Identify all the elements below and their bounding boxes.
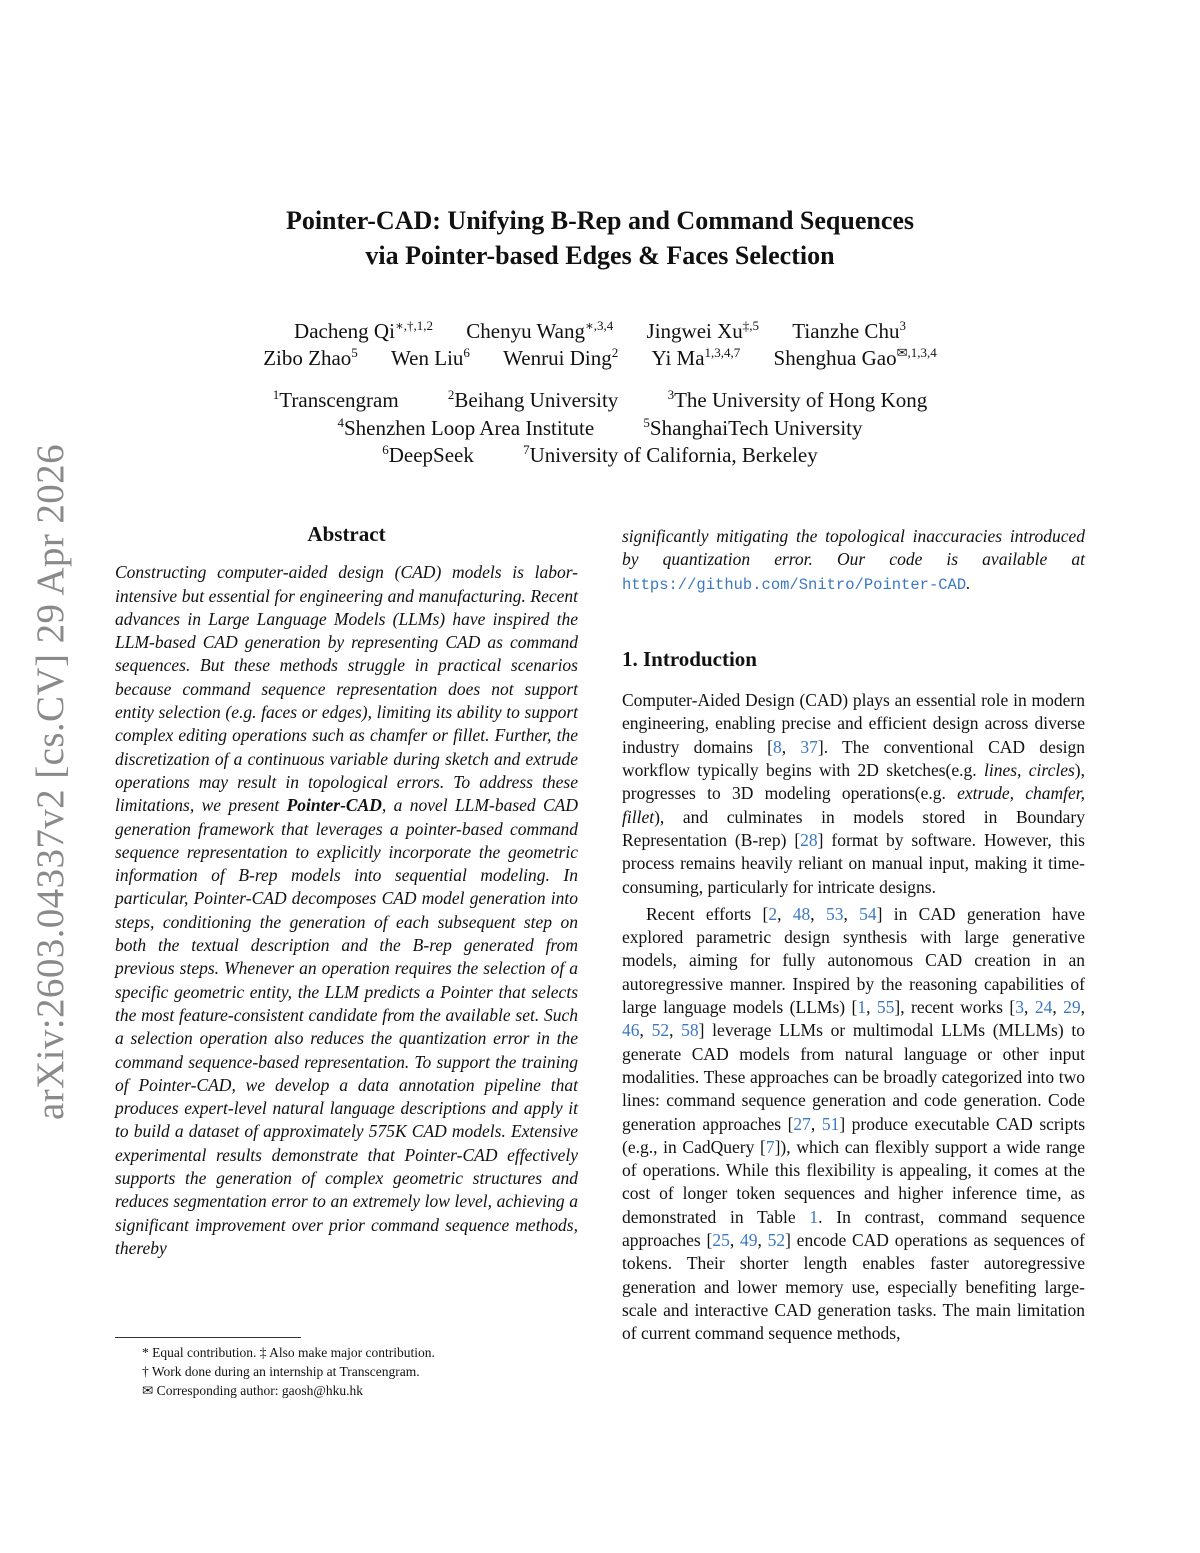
- italic-text: lines, circles: [984, 760, 1075, 781]
- affiliation-number: 6: [382, 442, 389, 457]
- author-name: Yi Ma: [651, 346, 705, 370]
- paragraph-text: ,: [843, 903, 860, 924]
- citation-link[interactable]: 1: [857, 997, 867, 1018]
- citation-link[interactable]: 27: [793, 1113, 811, 1134]
- affiliation-name: University of California, Berkeley: [529, 443, 818, 467]
- footnote: † Work done during an internship at Transcengram.: [142, 1364, 420, 1379]
- right-column: [622, 525, 1085, 1346]
- left-column: [115, 523, 578, 1260]
- author-row: [160, 318, 1040, 345]
- citation-link[interactable]: 46: [622, 1020, 640, 1041]
- citation-link[interactable]: 53: [825, 903, 844, 924]
- footnote-divider: [115, 1337, 301, 1338]
- author-name: Wen Liu: [391, 346, 464, 370]
- citation-link[interactable]: 2: [768, 903, 778, 924]
- citation-link[interactable]: 54: [859, 903, 877, 924]
- author: [647, 319, 760, 343]
- paper-title: [160, 203, 1040, 273]
- citation-link[interactable]: 49: [739, 1230, 758, 1251]
- author-name: Shenghua Gao: [773, 346, 897, 370]
- code-link[interactable]: https://github.com/Snitro/Pointer-CAD: [622, 575, 967, 594]
- title-line: via Pointer-based Edges & Faces Selection: [365, 241, 835, 270]
- abstract-heading: Abstract: [307, 522, 386, 546]
- paragraph-text: ), progresses to 3D modeling operations(e.g.: [622, 760, 1085, 804]
- paragraph-text: ] in CAD generation have explored parametric design synthesis with large generative models, aiming for fully autonomous CAD creation in an autoregressive manner. Inspired by the reasoning capabilities of large language models (LLMs) [: [622, 903, 1086, 1018]
- introduction-paragraph-2: [622, 903, 1085, 1346]
- citation-link[interactable]: 28: [800, 829, 818, 850]
- citation-link[interactable]: 55: [876, 997, 895, 1018]
- affiliation-number: 3: [667, 387, 675, 402]
- affiliation: [668, 388, 928, 412]
- arxiv-identifier-stamp: arXiv:2603.04337v2 [cs.CV] 29 Apr 2026: [29, 444, 72, 1120]
- affiliation-number: 1: [272, 387, 280, 402]
- paragraph-text: ] leverage LLMs or multimodal LLMs (MLLMs) to generate CAD models from natural language or other input modalities. These approaches can be broadly categorized into two lines: command sequence generation and code generation. Code generation approaches [: [622, 1020, 1085, 1134]
- italic-text: extrude, chamfer, fillet: [622, 783, 1085, 827]
- author: [294, 319, 433, 343]
- paragraph-text: ,: [1080, 997, 1086, 1018]
- affiliation-name: Shenzhen Loop Area Institute: [343, 415, 595, 440]
- affiliation-list: [160, 387, 1040, 470]
- affiliation-number: 4: [337, 414, 344, 430]
- citation-link[interactable]: 48: [792, 903, 811, 924]
- author-marks: 6: [463, 345, 470, 360]
- abstract-text-part: significantly mitigating the topological inaccuracies introduced by quantization error. Our code is available at: [622, 526, 1085, 570]
- citation-link[interactable]: 29: [1063, 997, 1081, 1018]
- affiliation-name: Beihang University: [454, 388, 619, 412]
- paragraph-text: ] encode CAD operations as sequences of tokens. Their shorter length enables faster autoregressive generation and lower memory use, especially benefiting large-scale and interactive CAD generation tasks. The main limitation of current command sequence methods,: [622, 1230, 1085, 1344]
- affiliation-name: DeepSeek: [388, 443, 474, 467]
- author: [503, 346, 618, 370]
- citation-link[interactable]: 7: [765, 1136, 775, 1157]
- author: [792, 319, 906, 343]
- citation-link[interactable]: 25: [712, 1230, 730, 1251]
- paragraph-text: ,: [669, 1020, 682, 1041]
- paragraph-text: ,: [777, 903, 793, 924]
- author-marks: ∗,3,4: [584, 318, 614, 333]
- citation-link[interactable]: 37: [800, 736, 818, 757]
- citation-link[interactable]: 52: [767, 1230, 786, 1251]
- affiliation: [523, 443, 818, 467]
- author-marks: ✉,1,3,4: [896, 345, 937, 360]
- abstract-text-part: .: [966, 572, 971, 593]
- paragraph-text: [: [767, 736, 773, 757]
- footnote: * Equal contribution. ‡ Also make major contribution.: [142, 1345, 435, 1360]
- author-marks: 5: [351, 345, 358, 360]
- affiliation: [448, 388, 618, 412]
- paragraph-text: ,: [639, 1020, 652, 1041]
- paragraph-text: ,: [810, 903, 826, 924]
- paragraph-text: ] produce executable CAD scripts (e.g., in CadQuery [: [622, 1113, 1086, 1157]
- author-name: Dacheng Qi: [294, 319, 395, 343]
- affiliation-number: 2: [447, 387, 455, 402]
- method-name: Pointer-CAD: [286, 795, 382, 816]
- author-marks: ‡,5: [742, 318, 760, 333]
- citation-link[interactable]: 1: [809, 1206, 819, 1227]
- author: [466, 319, 613, 343]
- paragraph-text: ,: [1024, 997, 1035, 1018]
- affiliation-row: [160, 415, 1040, 443]
- author: [391, 346, 470, 370]
- author-marks: 1,3,4,7: [704, 345, 741, 360]
- paragraph-text: ] format by software. However, this process remains heavily reliant on manual input, making it time-consuming, particularly for intricate designs.: [622, 829, 1085, 897]
- footnote: ✉ Corresponding author: gaosh@hku.hk: [142, 1383, 363, 1398]
- paragraph-text: ,: [729, 1230, 740, 1251]
- citation-link[interactable]: 58: [681, 1020, 699, 1041]
- author: [651, 346, 740, 370]
- author-list: [160, 318, 1040, 372]
- author: [263, 346, 358, 370]
- paragraph-text: . In contrast, command sequence approaches [: [622, 1206, 1085, 1251]
- author-marks: 2: [611, 345, 619, 360]
- affiliation-name: Transcengram: [279, 388, 399, 412]
- paragraph-text: Recent efforts [: [646, 903, 769, 924]
- author-row: [160, 345, 1040, 372]
- paragraph-text: ], recent works [: [894, 997, 1016, 1018]
- author-marks: 3: [899, 318, 906, 333]
- affiliation-name: ShanghaiTech University: [649, 415, 863, 440]
- paragraph-text: ), and culminates in models stored in Boundary Representation (B-rep) [: [622, 806, 1085, 850]
- affiliation-name: The University of Hong Kong: [674, 388, 928, 412]
- author-name: Wenrui Ding: [503, 346, 612, 370]
- citation-link[interactable]: 51: [821, 1113, 840, 1134]
- paragraph-text: ,: [866, 997, 877, 1018]
- affiliation-number: 5: [643, 414, 650, 430]
- affiliation-row: [160, 442, 1040, 470]
- paragraph-text: ]), which can flexibly support a wide range of operations. While this flexibility is appealing, it comes at the cost of longer token sequences and higher inference time, as demonstrated in Table: [622, 1136, 1085, 1227]
- paragraph-text: ,: [1052, 997, 1064, 1018]
- paragraph-text: ,: [810, 1113, 822, 1134]
- paragraph-text: ,: [781, 736, 801, 757]
- citation-link[interactable]: 3: [1015, 997, 1025, 1018]
- abstract-continuation: [622, 525, 1085, 597]
- affiliation: [382, 443, 474, 467]
- paragraph-text: ]. The conventional CAD design workflow typically begins with 2D sketches(e.g.: [622, 736, 1085, 781]
- introduction-paragraph-1: [622, 689, 1085, 899]
- author-name: Chenyu Wang: [466, 319, 585, 343]
- affiliation: [273, 388, 399, 412]
- affiliation-row: [160, 387, 1040, 415]
- affiliation: [337, 416, 594, 440]
- author-name: Tianzhe Chu: [792, 319, 900, 343]
- abstract-text-part: Constructing computer-aided design (CAD) models is labor-intensive but essential for engineering and manufacturing. Recent advances in Large Language Models (LLMs) have inspired the LLM-based CAD generation by representing CAD as command sequences. But these methods struggle in practical scenarios because command sequence representation does not support entity selection (e.g. faces or edges), limiting its ability to support complex editing operations such as chamfer or fillet. Further, the discretization of a continuous variable during sketch and extrude operations may result in topological errors. To address these limitations, we present: [115, 562, 578, 816]
- citation-link[interactable]: 8: [773, 736, 782, 757]
- author-name: Zibo Zhao: [263, 346, 352, 370]
- paragraph-text: Computer-Aided Design (CAD) plays an essential role in modern engineering, enabling precise and efficient design across diverse industry domains: [622, 690, 1085, 757]
- footnotes: [142, 1343, 435, 1400]
- title-line: Pointer-CAD: Unifying B-Rep and Command Sequences: [285, 206, 915, 235]
- introduction-heading: 1. Introduction: [622, 646, 757, 671]
- abstract-text-part: , a novel LLM-based CAD generation framework that leverages a pointer-based command sequence representation to explicitly incorporate the geometric information of B-rep models into sequential modeling. In particular, Pointer-CAD decomposes CAD model generation into steps, conditioning the generation of each subsequent step on both the textual description and the B-rep generated from previous steps. Whenever an operation requires the selection of a specific geometric entity, the LLM predicts a Pointer that selects the most feature-consistent candidate from the available set. Such a selection operation also reduces the quantization error in the command sequence-based representation. To support the training of Pointer-CAD, we develop a data annotation pipeline that produces expert-level natural language descriptions and apply it to build a dataset of approximately 575K CAD models. Extensive experimental results demonstrate that Pointer-CAD effectively supports the generation of complex geometric structures and reduces segmentation error to an extremely low level, achieving a significant improvement over prior command sequence methods, thereby: [115, 795, 578, 1258]
- affiliation: [643, 416, 862, 440]
- paragraph-text: ,: [757, 1230, 768, 1251]
- affiliation-number: 7: [523, 442, 530, 457]
- abstract-text: [115, 561, 578, 1260]
- citation-link[interactable]: 52: [651, 1020, 670, 1041]
- author: [774, 346, 937, 370]
- author-name: Jingwei Xu: [646, 319, 743, 343]
- author-marks: ∗,†,1,2: [394, 318, 434, 333]
- citation-link[interactable]: 24: [1034, 997, 1053, 1018]
